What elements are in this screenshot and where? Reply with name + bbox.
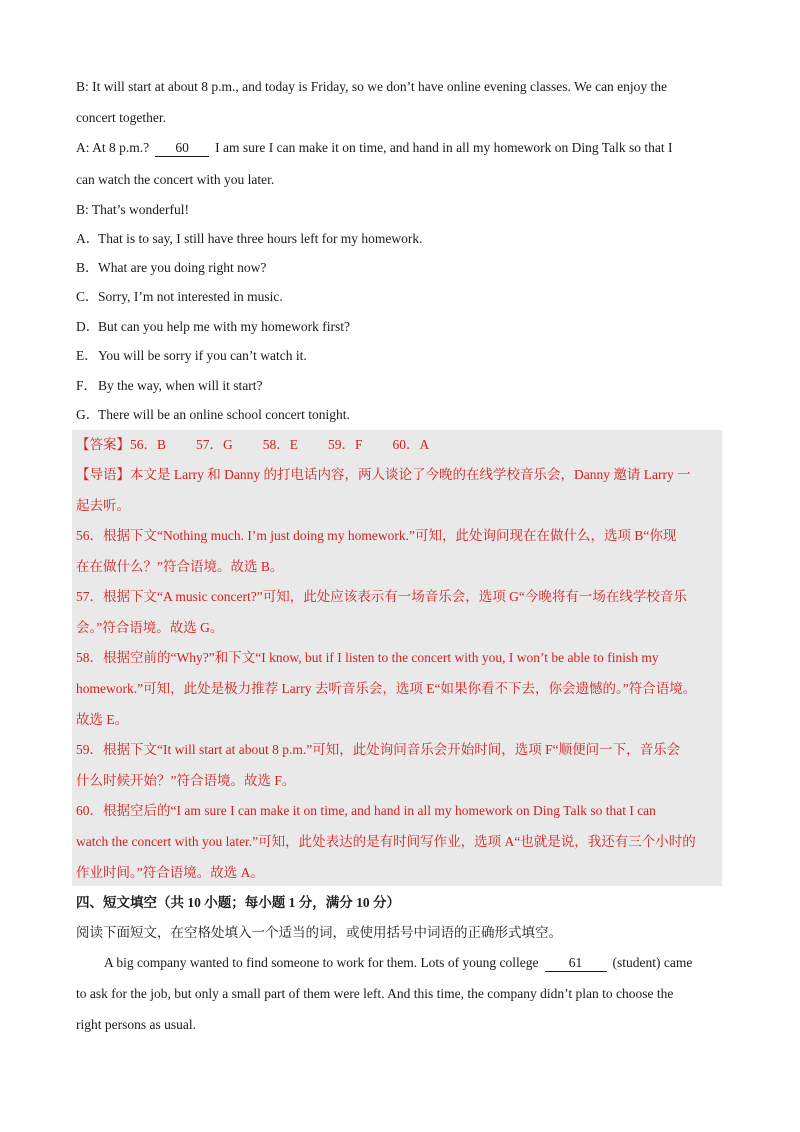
answer-label: 【答案】 bbox=[76, 437, 130, 452]
option-c bbox=[76, 288, 283, 306]
guide-line1 bbox=[76, 466, 691, 484]
option-letter: C． bbox=[76, 289, 99, 304]
option-d bbox=[76, 318, 350, 336]
answer-line bbox=[76, 436, 429, 454]
explanation-58-line3: 故选 E。 bbox=[76, 712, 129, 727]
guide-line2: 起去听。 bbox=[76, 498, 130, 513]
dialogue-a-line2: can watch the concert with you later. bbox=[76, 172, 275, 187]
option-g bbox=[76, 406, 350, 424]
explanation-58-line2: homework.”可知，此处是极力推荐 Larry 去听音乐会，选项 E“如果你看不下去，你会遗憾的。”符合语境。 bbox=[76, 681, 697, 696]
explanation-59-line1: 59．根据下文“It will start at about 8 p.m.”可知，此处询问音乐会开始时间，选项 F“顺便问一下，音乐会 bbox=[76, 742, 681, 757]
explanation-56-line2: 在在做什么？”符合语境。故选 B。 bbox=[76, 559, 284, 574]
option-text: By the way, when will it start? bbox=[98, 378, 263, 393]
option-a bbox=[76, 230, 423, 248]
option-text: You will be sorry if you can’t watch it. bbox=[98, 348, 307, 363]
guide-label: 【导语】 bbox=[76, 467, 130, 482]
dialogue-b1-line2: concert together. bbox=[76, 110, 166, 125]
option-letter: A． bbox=[76, 231, 100, 246]
answer-item: 60．A bbox=[392, 437, 430, 452]
option-letter: B． bbox=[76, 260, 99, 275]
option-b bbox=[76, 259, 266, 277]
dialogue-a-suffix: I am sure I can make it on time, and hand in all my homework on Ding Talk so that I bbox=[215, 140, 673, 155]
dialogue-a-line1 bbox=[76, 139, 672, 157]
option-letter: E． bbox=[76, 348, 98, 363]
explanation-59-line2: 什么时候开始？”符合语境。故选 F。 bbox=[76, 773, 296, 788]
section4-heading: 四、短文填空（共 10 小题；每小题 1 分，满分 10 分） bbox=[76, 895, 400, 910]
dialogue-b2: B: That’s wonderful! bbox=[76, 202, 189, 217]
explanation-58-line1: 58．根据空前的“Why?”和下文“I know, but if I listen to the concert with you, I won’t be able to finish my bbox=[76, 650, 659, 665]
option-letter: F． bbox=[76, 378, 98, 393]
dialogue-a-prefix: A: At 8 p.m.? bbox=[76, 140, 150, 155]
answer-item: 58．E bbox=[262, 437, 299, 452]
explanation-56-line1: 56．根据下文“Nothing much. I’m just doing my homework.”可知，此处询问现在在做什么，选项 B“你现 bbox=[76, 528, 677, 543]
blank-60: 60 bbox=[155, 141, 209, 157]
option-text: Sorry, I’m not interested in music. bbox=[98, 289, 283, 304]
explanation-57-line2: 会。”符合语境。故选 G。 bbox=[76, 620, 224, 635]
option-e bbox=[76, 347, 307, 365]
section4-instruction: 阅读下面短文，在空格处填入一个适当的词，或使用括号中词语的正确形式填空。 bbox=[76, 925, 562, 940]
guide-text: 本文是 Larry 和 Danny 的打电话内容，两人谈论了今晚的在线学校音乐会，Danny 邀请 Larry 一 bbox=[130, 467, 691, 482]
answer-item: 57．G bbox=[196, 437, 233, 452]
passage-suffix: (student) came bbox=[612, 955, 693, 970]
explanation-57-line1: 57．根据下文“A music concert?”可知，此处应该表示有一场音乐会，选项 G“今晚将有一场在线学校音乐 bbox=[76, 589, 687, 604]
dialogue-b1-line1: B: It will start at about 8 p.m., and today is Friday, so we don’t have online evening classes. We can enjoy the bbox=[76, 79, 668, 94]
option-text: But can you help me with my homework first? bbox=[98, 319, 350, 334]
passage-line3: right persons as usual. bbox=[76, 1017, 196, 1032]
answer-item: 59．F bbox=[328, 437, 363, 452]
explanation-60-line3: 作业时间。”符合语境。故选 A。 bbox=[76, 865, 264, 880]
option-letter: D． bbox=[76, 319, 100, 334]
option-f bbox=[76, 377, 262, 395]
answer-item: 56．B bbox=[130, 437, 167, 452]
option-text: There will be an online school concert tonight. bbox=[98, 407, 350, 422]
option-text: What are you doing right now? bbox=[98, 260, 267, 275]
passage-line1 bbox=[104, 954, 692, 972]
option-letter: G． bbox=[76, 407, 100, 422]
passage-line2: to ask for the job, but only a small part of them were left. And this time, the company didn’t plan to choose the bbox=[76, 986, 674, 1001]
explanation-60-line2: watch the concert with you later.”可知，此处表达的是有时间写作业，选项 A“也就是说，我还有三个小时的 bbox=[76, 834, 696, 849]
option-text: That is to say, I still have three hours left for my homework. bbox=[98, 231, 423, 246]
explanation-60-line1: 60．根据空后的“I am sure I can make it on time, and hand in all my homework on Ding Talk so that I can bbox=[76, 803, 656, 818]
passage-prefix: A big company wanted to find someone to work for them. Lots of young college bbox=[104, 955, 539, 970]
blank-61: 61 bbox=[545, 956, 607, 972]
